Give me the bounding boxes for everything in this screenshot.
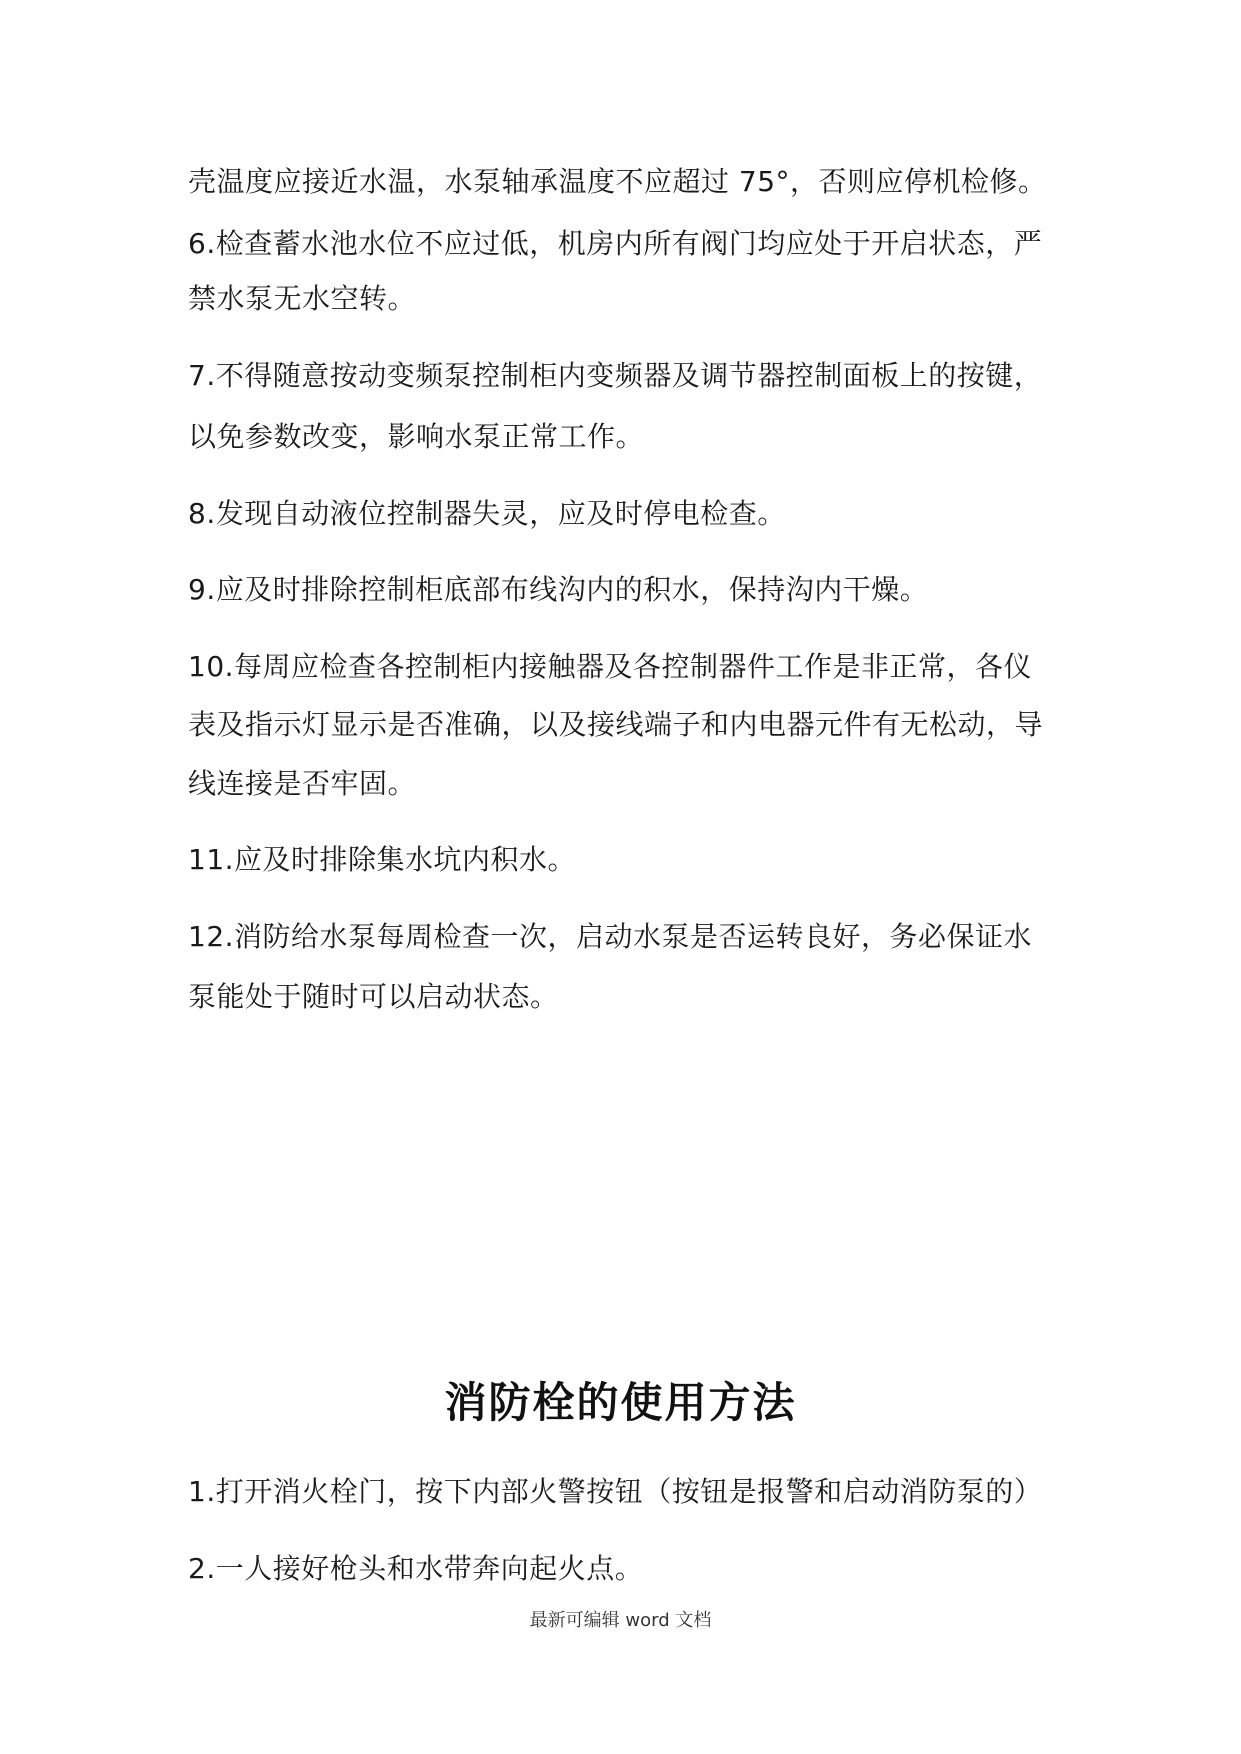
paragraph-line: 禁水泵无水空转。 bbox=[188, 282, 417, 315]
paragraph-line: 表及指示灯显示是否准确，以及接线端子和内电器元件有无松动，导 bbox=[188, 708, 1044, 741]
section-title: 消防栓的使用方法 bbox=[444, 1378, 797, 1427]
paragraph-line: 泵能处于随时可以启动状态。 bbox=[188, 980, 559, 1013]
paragraph-line: 线连接是否牢固。 bbox=[188, 767, 417, 800]
paragraph-line: 以免参数改变，影响水泵正常工作。 bbox=[188, 420, 645, 453]
paragraph-line: 壳温度应接近水温，水泵轴承温度不应超过 75°，否则应停机检修。 bbox=[188, 165, 1047, 198]
page-footer: 最新可编辑 word 文档 bbox=[529, 1610, 712, 1631]
paragraph-line: 6.检查蓄水池水位不应过低，机房内所有阀门均应处于开启状态，严 bbox=[188, 227, 1043, 260]
paragraph-line: 1.打开消火栓门，按下内部火警按钮（按钮是报警和启动消防泵的） bbox=[188, 1475, 1043, 1508]
paragraph-line: 7.不得随意按动变频泵控制柜内变频器及调节器控制面板上的按键， bbox=[188, 359, 1043, 392]
paragraph-line: 10.每周应检查各控制柜内接触器及各控制器件工作是非正常，各仪 bbox=[188, 650, 1033, 683]
paragraph-line: 8.发现自动液位控制器失灵，应及时停电检查。 bbox=[188, 497, 786, 530]
paragraph-line: 2.一人接好枪头和水带奔向起火点。 bbox=[188, 1552, 644, 1585]
paragraph-line: 12.消防给水泵每周检查一次，启动水泵是否运转良好，务必保证水 bbox=[188, 920, 1033, 953]
paragraph-line: 9.应及时排除控制柜底部布线沟内的积水，保持沟内干燥。 bbox=[188, 573, 929, 606]
paragraph-line: 11.应及时排除集水坑内积水。 bbox=[188, 843, 577, 876]
